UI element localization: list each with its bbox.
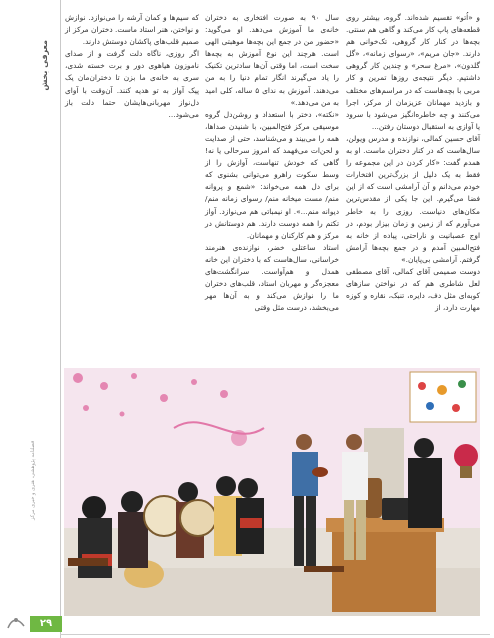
paragraph: «نکته»، دختر با استعداد و روشن‌دل گروه موسیقی مرکز فتح‌المبین، با شنیدن صداها، همه را می‌بیند و می‌شناسد، حتی از صدایت و لحن‌ات می‌فهمد که امروز سرحالی یا نه! گاهی که خودش تنهاست، آوازش را از وسط سکوت راهرو می‌توانی بشنوی که برای دل همه می‌خواند: «شمع و پروانه منم/ مست میخانه منم/ رسوای زمانه منم/ دیوانه منم...». او نیمباتی هم می‌نوازد. آواز تکتم را همه دوست دارند. هم دوستانش در مرکز و هم کارکنان و مهمانان. bbox=[205, 109, 339, 240]
page-number: ۲۹ bbox=[30, 616, 62, 632]
section-label: معرفی بخش bbox=[40, 40, 49, 91]
paragraph: اگر روزی، ناگاه دلت گرفت و از صدای ناموزون هیاهوی دور و برت خسته شدی، سری به خانه‌ی ما بزن تا دختران‌مان یک پیک آواز به تو هدیه کنند. آن‌وقت با آوای دل‌نواز مهربانی‌هایشان حتما دلت باز می‌شود... bbox=[65, 49, 199, 119]
text-column-right bbox=[346, 12, 480, 314]
paragraph: و «اُتو» تقسیم شده‌اند. گروه، بیشتر روی قطعه‌های پاپ کار می‌کند و گاهی هم سنتی. بچه‌ها در کنار کار گروهی، تک‌خوانی هم دارند. «جان مریم»، «رسوای زمانه»، «گل گلدون»، «مرغ سحر» و چندین کار گروهی داشتیم. دیگر نتیجه‌ی روزها تمرین و کار مربی با بچه‌هاست که در مراسم‌های مختلف و بازدید مهمانان عزیزمان از مرکز، اجرا می‌کنند و چه خاطره‌انگیز می‌شود با سرود یا آوازی به استقبال دوستان رفتن... bbox=[346, 13, 480, 131]
photo-illustration bbox=[64, 368, 480, 616]
paragraph: دوست صمیمی آقای کمالی، آقای مصطفی لعل شاطری هم که در نواختن سازهای کوبه‌ای مثل دف، دایره، تنبک، نقاره و کوزه مهارت دارد، از bbox=[346, 266, 480, 313]
text-column-left bbox=[65, 12, 199, 121]
paragraph: سال ۹۰ به صورت افتخاری به دختران خانه‌ی ما آموزش می‌دهد. او می‌گوید: «حضور من در جمع این بچه‌ها موهبتی الهی است. هرچند این نوع آموزش به بچه‌ها سخت است، اما وقتی آن‌ها سادترین تکنیک را یاد می‌گیرند انگار تمام دنیا را به من می‌دهند. آموزش به ندای ۵ ساله، کلی امید به من می‌دهد.» bbox=[205, 13, 339, 107]
magazine-logo-icon bbox=[6, 612, 26, 632]
paragraph: که سیم‌ها و کمان آرشه را می‌نوازد. نوازش و نواختن، هنر استاد ماست. دختران مرکز از صمیم قلب‌های پاکشان دوستش دارند. bbox=[65, 13, 199, 47]
left-margin bbox=[0, 0, 61, 638]
footer-rule bbox=[60, 634, 490, 635]
text-column-middle bbox=[205, 12, 339, 314]
paragraph: استاد ساعتلی خضر، نوازنده‌ی هنرمند خراسانی، سال‌هاست که با دختران این خانه همدل و هم‌آواست. سرانگشت‌های معجزه‌گر و مهربان استاد، قلب‌های دختران ما را نوازش می‌کند و به آن‌ها مهر می‌بخشد، درست مثل وقتی bbox=[205, 242, 339, 313]
paragraph: آقای حسین کمالی، نوازنده و مدرس ویولن، سال‌هاست که در کنار دختران ماست. او به همدم گفت: «کار کردن در این مجموعه را فقط به یک دلیل از بزرگ‌ترین افتخارات خودم می‌دانم و آن آرامشی است که از این فضا می‌گیرم. این جا یکی از مقدس‌ترین مکان‌های دنیاست. روزی را به خاطر می‌آورم که از زمین و زمان بیزار بودم، در اوج عصبانیت و ناراحتی، پیاده از خانه به فتح‌المبین آمدم و در جمع بچه‌ها آرامش گرفتم. آرامشی بی‌پایان.» bbox=[346, 133, 480, 264]
margin-caption: فصلنامه پژوهشی، هنری و خبری مرکز bbox=[30, 440, 36, 520]
group-photo bbox=[64, 368, 480, 616]
